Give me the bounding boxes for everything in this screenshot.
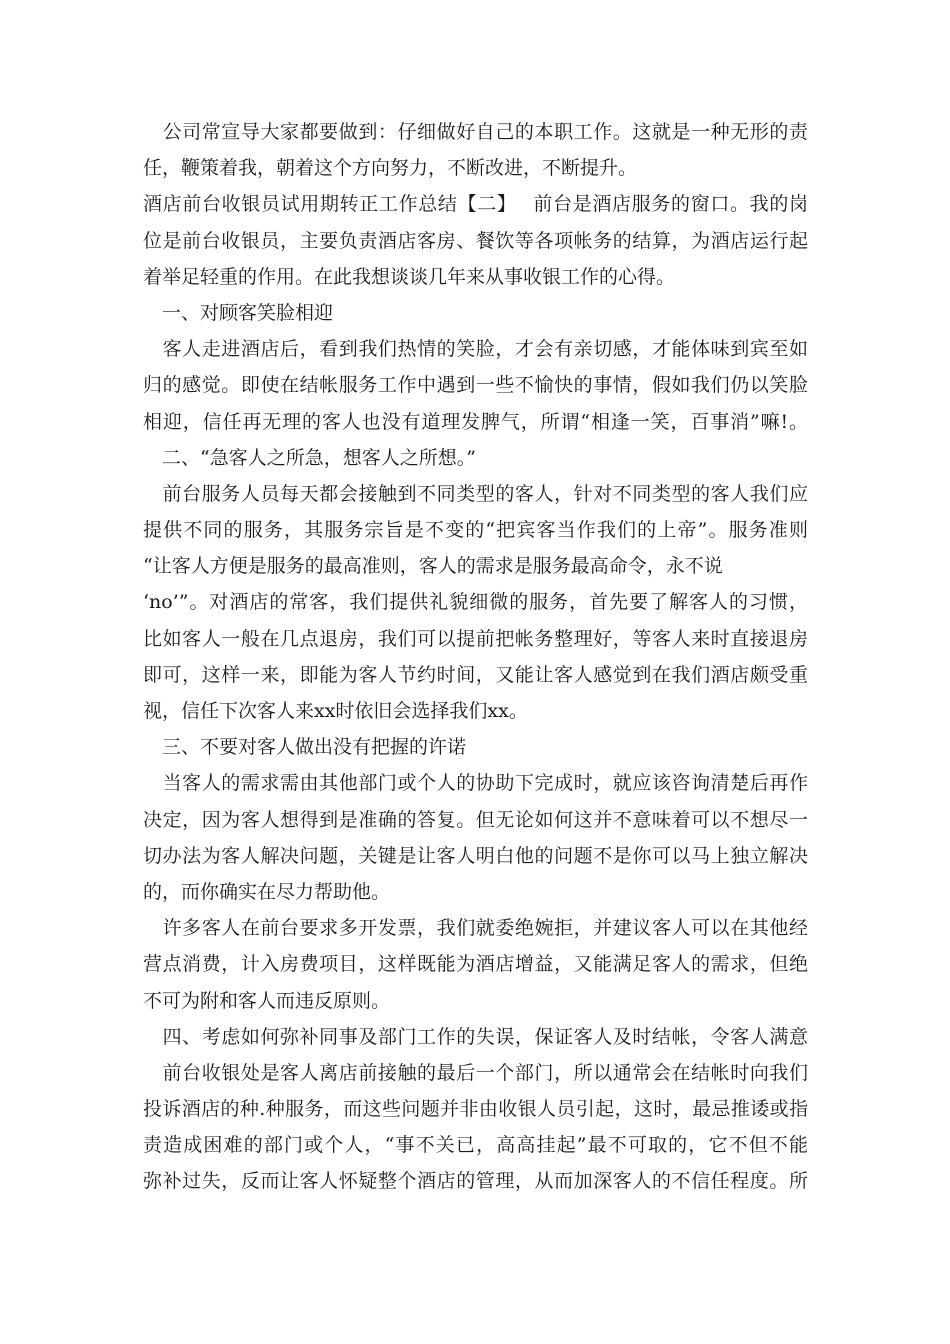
- text-line: 当客人的需求需由其他部门或个人的协助下完成时，就应该咨询清楚后再作: [143, 772, 808, 795]
- text-line: 决定，因为客人想得到是准确的答复。但无论如何这并不意味着可以不想尽一: [143, 808, 808, 831]
- text-line: 投诉酒店的种.种服务，而这些问题并非由收银人员引起，这时，最忌推诿或指: [143, 1098, 808, 1121]
- text-line: 位是前台收银员，主要负责酒店客房、餐饮等各项帐务的结算，为酒店运行起: [143, 229, 808, 252]
- document-body: [143, 114, 808, 1200]
- text-line: 提供不同的服务，其服务宗旨是不变的“把宾客当作我们的上帝”。服务准则: [143, 519, 808, 542]
- text-line: 任，鞭策着我，朝着这个方向努力，不断改进，不断提升。: [143, 157, 638, 180]
- text-line: 二、“急客人之所急，想客人之所想。”: [143, 446, 476, 469]
- text-line: 视，信任下次客人来xx时依旧会选择我们xx。: [143, 700, 528, 722]
- text-line: 前台服务人员每天都会接触到不同类型的客人，针对不同类型的客人我们应: [143, 482, 808, 505]
- text-line: 的，而你确实在尽力帮助他。: [143, 880, 391, 903]
- text-line: 一、对顾客笑脸相迎: [143, 301, 334, 324]
- text-line: 三、不要对客人做出没有把握的许诺: [143, 736, 467, 759]
- text-line: 切办法为客人解决问题，关键是让客人明白他的问题不是你可以马上独立解决: [143, 844, 808, 867]
- text-line: 酒店前台收银员试用期转正工作总结【二】 前台是酒店服务的窗口。我的岗: [143, 193, 808, 216]
- text-line: 归的感觉。即使在结帐服务工作中遇到一些不愉快的事情，假如我们仍以笑脸: [143, 374, 808, 397]
- text-line: 着举足轻重的作用。在此我想谈谈几年来从事收银工作的心得。: [143, 265, 676, 288]
- text-line: ‘no’”。对酒店的常客，我们提供礼貌细微的服务，首先要了解客人的习惯，: [143, 591, 808, 614]
- text-line: 比如客人一般在几点退房，我们可以提前把帐务整理好，等客人来时直接退房: [143, 627, 808, 650]
- text-line: “让客人方便是服务的最高准则，客人的需求是服务最高命令，永不说: [143, 555, 723, 578]
- text-line: 公司常宣导大家都要做到：仔细做好自己的本职工作。这就是一种无形的责: [143, 121, 808, 143]
- text-line: 弥补过失，反而让客人怀疑整个酒店的管理，从而加深客人的不信任程度。所: [143, 1170, 808, 1193]
- text-line: 即可，这样一来，即能为客人节约时间，又能让客人感觉到在我们酒店颇受重: [143, 663, 808, 686]
- text-line: 客人走进酒店后，看到我们热情的笑脸，才会有亲切感，才能体味到宾至如: [143, 338, 808, 361]
- text-line: 四、考虑如何弥补同事及部门工作的失误，保证客人及时结帐，令客人满意: [143, 1025, 808, 1048]
- text-line: 许多客人在前台要求多开发票，我们就委绝婉拒，并建议客人可以在其他经: [143, 917, 808, 940]
- text-line: 不可为附和客人而违反原则。: [143, 989, 391, 1012]
- text-line: 责造成困难的部门或个人，“事不关已，高高挂起”最不可取的，它不但不能: [143, 1134, 808, 1157]
- text-line: 前台收银处是客人离店前接触的最后一个部门，所以通常会在结帐时向我们: [143, 1061, 808, 1084]
- text-line: 营点消费，计入房费项目，这样既能为酒店增益，又能满足客人的需求，但绝: [143, 953, 808, 976]
- text-line: 相迎，信任再无理的客人也没有道理发脾气，所谓“相逢一笑，百事消”嘛!。: [143, 410, 808, 433]
